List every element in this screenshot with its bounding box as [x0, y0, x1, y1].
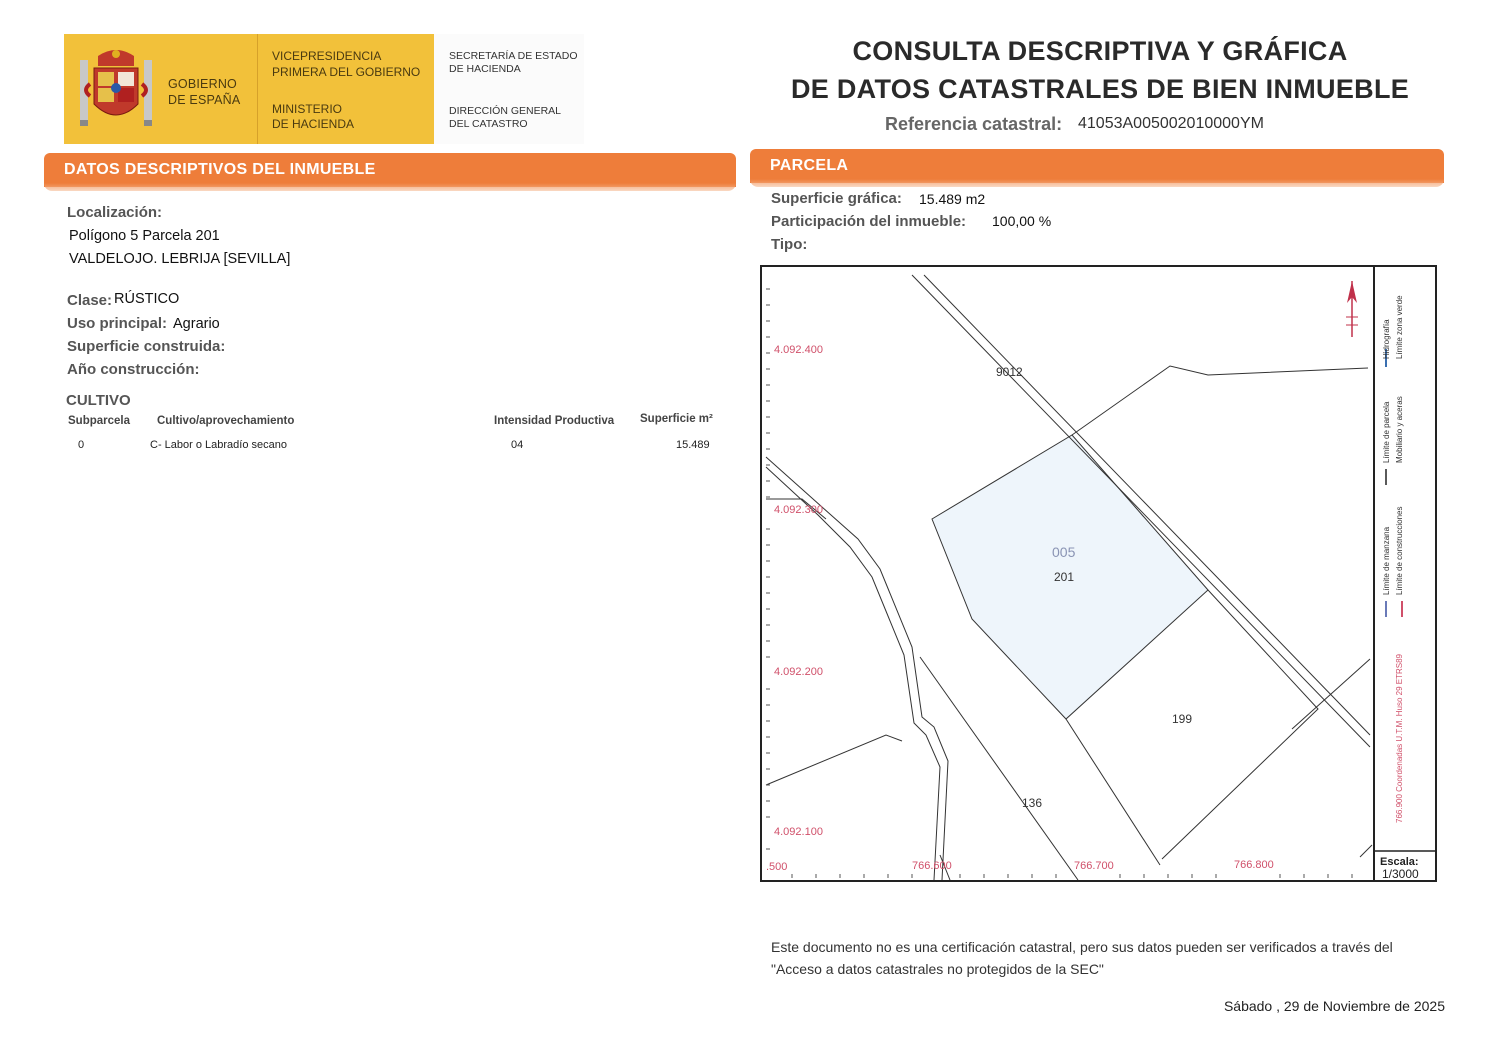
- vicepresidencia-text: [272, 48, 420, 80]
- participacion-label: Participación del inmueble:: [771, 213, 967, 230]
- logo-sec-line1: SECRETARÍA DE ESTADO: [449, 50, 578, 62]
- escala-label: Escala:: [1380, 856, 1419, 868]
- referencia-catastral-label: Referencia catastral:: [885, 114, 1063, 134]
- cultivo-title: CULTIVO: [66, 392, 131, 409]
- logo-dir-line2: DEL CATASTRO: [449, 118, 528, 130]
- label-136: 136: [1022, 796, 1043, 810]
- y-label-4092200: 4.092.200: [774, 666, 823, 678]
- logo-side-panel: [434, 34, 584, 144]
- north-arrow-icon: [1346, 281, 1358, 337]
- x-axis-ticks: [792, 874, 1352, 878]
- y-label-4092400: 4.092.400: [774, 344, 823, 356]
- coat-of-arms-icon: [76, 46, 156, 130]
- logo-sec-line2: DE HACIENDA: [449, 63, 521, 75]
- participacion-value: 100,00 %: [992, 213, 1052, 229]
- tipo-label: Tipo:: [771, 236, 808, 253]
- logo-gov-line1: GOBIERNO: [168, 77, 237, 91]
- escala-value: 1/3000: [1382, 867, 1419, 880]
- uso-principal-label: Uso principal:: [67, 315, 168, 332]
- logo-min-line2: DE HACIENDA: [272, 117, 355, 131]
- superficie-construida-label: Superficie construida:: [67, 338, 226, 355]
- col-subparcela: Subparcela: [68, 415, 130, 427]
- cell-superficie: 15.489: [676, 439, 710, 451]
- parcela-header: PARCELA: [750, 149, 1444, 183]
- logo-vice-line2: PRIMERA DEL GOBIERNO: [272, 65, 421, 79]
- government-logo: [64, 34, 434, 144]
- logo-divider: [257, 34, 258, 144]
- y-axis-ticks: [766, 289, 770, 849]
- datos-descriptivos-header: DATOS DESCRIPTIVOS DEL INMUEBLE: [44, 153, 736, 187]
- parcel-199-left-boundary: [1066, 719, 1160, 865]
- document-title: [790, 32, 1410, 108]
- secretaria-text: [449, 50, 578, 76]
- anio-construccion-label: Año construcción:: [67, 361, 200, 378]
- legend-mobiliario: Mobiliario y aceras: [1395, 396, 1404, 463]
- col-cultivo: Cultivo/aprovechamiento: [157, 415, 295, 427]
- localizacion-label: Localización:: [67, 204, 163, 221]
- logo-gov-line2: DE ESPAÑA: [168, 93, 241, 107]
- legend-limite-zona-verde: Límite zona verde: [1395, 295, 1404, 359]
- label-199: 199: [1172, 712, 1193, 726]
- x-label-766500: .500: [766, 861, 788, 873]
- boundary-upper: [1072, 366, 1368, 435]
- logo-vice-line1: VICEPRESIDENCIA: [272, 49, 382, 63]
- col-intensidad: Intensidad Productiva: [494, 415, 615, 427]
- x-label-766800: 766.800: [1234, 859, 1274, 871]
- legend-hidrografia: Hidrografía: [1382, 319, 1391, 359]
- cell-intensidad: 04: [511, 439, 524, 451]
- superficie-grafica-value: 15.489 m2: [919, 191, 986, 207]
- legend-limite-manzana: Límite de manzana: [1382, 526, 1391, 595]
- clase-value: RÚSTICO: [114, 291, 180, 307]
- x-label-766700: 766.700: [1074, 860, 1114, 872]
- ministerio-text: [272, 102, 354, 132]
- localizacion-line1: Polígono 5 Parcela 201: [69, 228, 220, 244]
- label-201: 201: [1054, 570, 1075, 584]
- cell-cultivo: C- Labor o Labradío secano: [150, 439, 287, 451]
- x-label-766600: 766.600: [912, 860, 952, 872]
- col-superficie: Superficie m²: [640, 413, 713, 425]
- localizacion-line2: VALDELOJO. LEBRIJA [SEVILLA]: [69, 251, 291, 267]
- map-canvas: [762, 267, 1435, 880]
- logo-min-line1: MINISTERIO: [272, 102, 343, 116]
- cadastral-map[interactable]: [760, 265, 1437, 882]
- disclaimer-text: Este documento no es una certificación catastral, pero sus datos pueden ser verificados a través del "Acceso a datos catastrales no protegidos de la SEC": [771, 939, 1393, 977]
- superficie-grafica-label: Superficie gráfica:: [771, 190, 902, 207]
- map-legend: [1382, 295, 1404, 823]
- clase-label: Clase:: [67, 292, 113, 309]
- direccion-catastro-text: [449, 105, 561, 131]
- uso-principal-value: Agrario: [173, 316, 220, 332]
- cell-subparcela: 0: [78, 439, 85, 451]
- y-label-4092300: 4.092.300: [774, 504, 823, 516]
- label-9012: 9012: [996, 365, 1023, 379]
- referencia-catastral-value: 41053A005002010000YM: [1078, 115, 1264, 132]
- label-poligono-005: 005: [1052, 544, 1076, 560]
- title-line1: CONSULTA DESCRIPTIVA Y GRÁFICA: [852, 36, 1348, 66]
- legend-coords: 766.900 Coordenadas U.T.M. Huso 29 ETRS89: [1395, 654, 1404, 823]
- y-label-4092100: 4.092.100: [774, 826, 823, 838]
- legend-limite-construcciones: Límite de construcciones: [1395, 506, 1404, 595]
- legend-limite-parcela: Límite de parcela: [1382, 401, 1391, 463]
- boundary-lower-left: [766, 735, 902, 785]
- gobierno-de-espana-text: [168, 76, 240, 108]
- boundary-right-b: [1360, 845, 1372, 857]
- logo-dir-line1: DIRECCIÓN GENERAL: [449, 105, 562, 117]
- footer-date: Sábado , 29 de Noviembre de 2025: [1223, 998, 1445, 1014]
- title-line2: DE DATOS CATASTRALES DE BIEN INMUEBLE: [790, 74, 1410, 104]
